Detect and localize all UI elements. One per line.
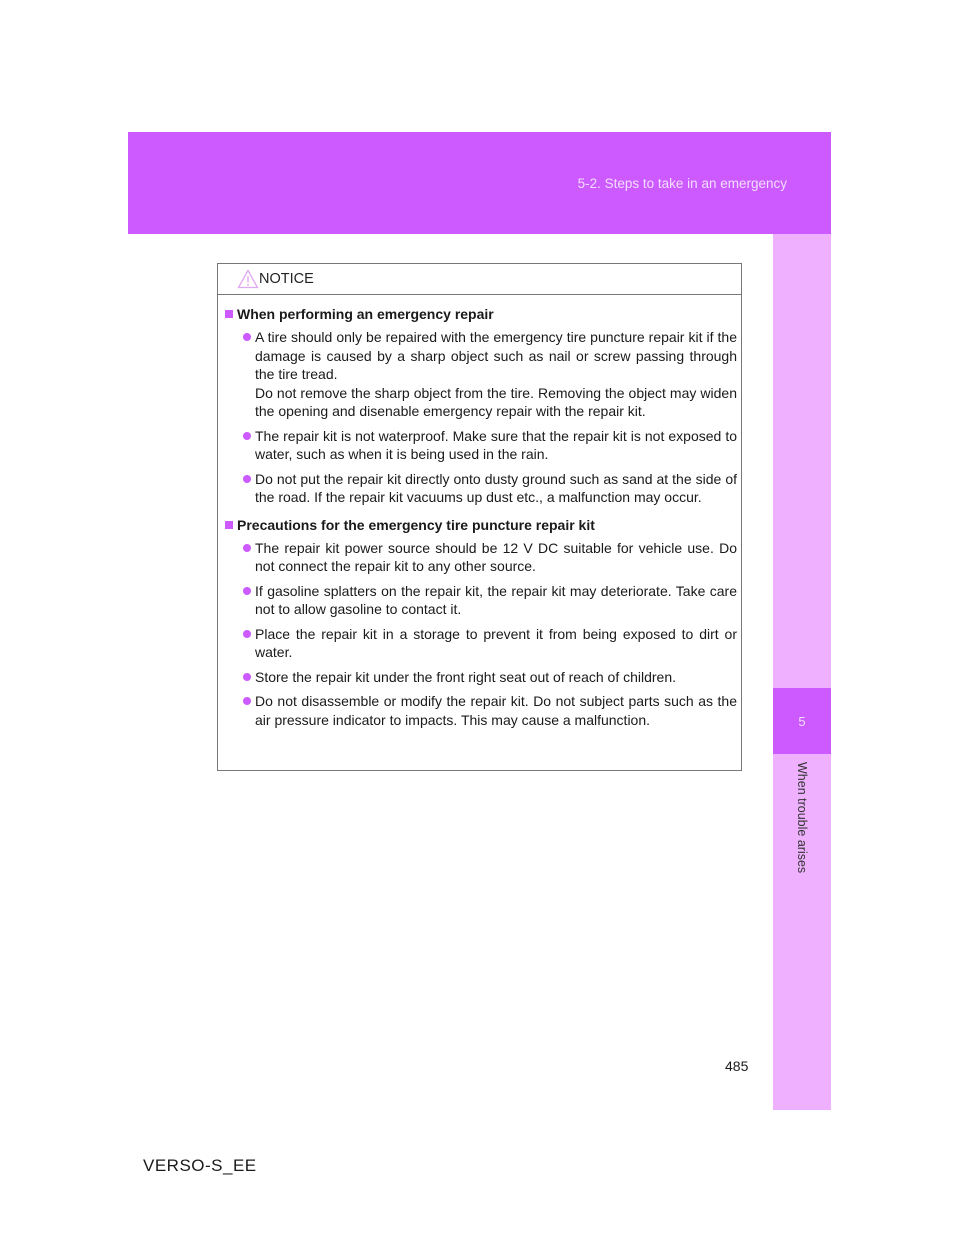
notice-title: NOTICE xyxy=(259,271,314,287)
list-item xyxy=(225,427,737,464)
section-heading-text: When performing an emergency repair xyxy=(237,306,494,322)
list-item xyxy=(225,328,737,421)
list-item-text: Do not put the repair kit directly onto dusty ground such as sand at the side of the road. If the repair kit vacuums up dust etc., a malfunction may occur. xyxy=(255,470,737,505)
list-item-text: Do not remove the sharp object from the tire. Removing the object may widen the opening and disenable emergency repair with the repair kit. xyxy=(255,384,737,419)
list-item xyxy=(225,582,737,619)
notice-box xyxy=(217,263,742,771)
list-item-text: The repair kit power source should be 12 V DC suitable for vehicle use. Do not connect the repair kit to any other source. xyxy=(255,539,737,574)
list-item xyxy=(225,470,737,507)
round-bullet-icon xyxy=(243,544,251,552)
list-item xyxy=(225,625,737,662)
side-tab xyxy=(773,234,831,1110)
notice-body xyxy=(218,295,741,729)
warning-triangle-icon xyxy=(237,269,259,289)
list-item xyxy=(225,668,737,687)
list-item xyxy=(225,539,737,576)
round-bullet-icon xyxy=(243,475,251,483)
round-bullet-icon xyxy=(243,697,251,705)
chapter-number: 5 xyxy=(773,688,831,754)
round-bullet-icon xyxy=(243,432,251,440)
round-bullet-icon xyxy=(243,587,251,595)
list-item xyxy=(225,692,737,729)
list-item-text: If gasoline splatters on the repair kit, the repair kit may deteriorate. Take care not to allow gasoline to contact it. xyxy=(255,582,737,617)
list-item-text: Store the repair kit under the front right seat out of reach of children. xyxy=(255,668,677,685)
list-item-text: A tire should only be repaired with the emergency tire puncture repair kit if the damage is caused by a sharp object such as nail or screw passing through the tire tread. xyxy=(255,329,737,382)
section-heading xyxy=(225,516,737,535)
round-bullet-icon xyxy=(243,630,251,638)
section-heading xyxy=(225,305,737,324)
square-bullet-icon xyxy=(225,521,233,529)
model-code: VERSO-S_EE xyxy=(143,1156,257,1175)
page-number: 485 xyxy=(725,1058,749,1074)
notice-section xyxy=(225,305,737,507)
section-title: 5-2. Steps to take in an emergency xyxy=(577,176,787,191)
round-bullet-icon xyxy=(243,673,251,681)
notice-section xyxy=(225,516,737,730)
chapter-title: When trouble arises xyxy=(795,762,809,874)
list-item-text: The repair kit is not waterproof. Make sure that the repair kit is not exposed to water, such as when it is being used in the rain. xyxy=(255,427,737,462)
round-bullet-icon xyxy=(243,333,251,341)
header-band xyxy=(128,132,831,234)
list-item-text: Do not disassemble or modify the repair kit. Do not subject parts such as the air pressure indicator to impacts. This may cause a malfunction. xyxy=(255,693,737,728)
square-bullet-icon xyxy=(225,310,233,318)
notice-header xyxy=(218,264,741,295)
list-item-text: Place the repair kit in a storage to prevent it from being exposed to dirt or water. xyxy=(255,625,737,660)
section-heading-text: Precautions for the emergency tire puncture repair kit xyxy=(237,516,595,533)
